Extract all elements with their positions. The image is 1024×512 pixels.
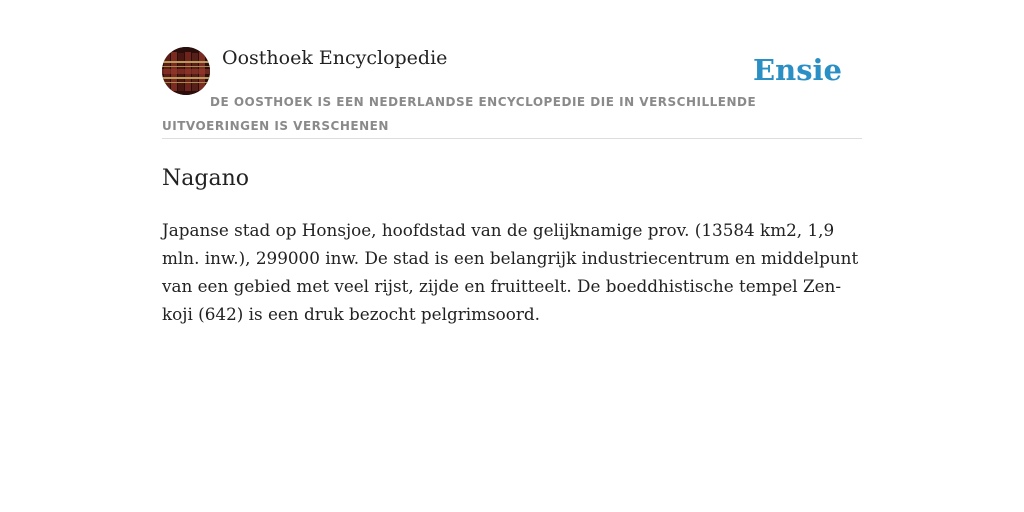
article-title: Nagano bbox=[162, 166, 249, 191]
page-container bbox=[162, 0, 862, 324]
site-tagline: DE OOSTHOEK IS EEN NEDERLANDSE ENCYCLOPEDIE DIE IN VERSCHILLENDE UITVOERINGEN IS VERSCHENEN bbox=[162, 95, 757, 133]
encyclopedia-books-icon bbox=[162, 47, 210, 95]
article-body: Japanse stad op Honsjoe, hoofdstad van de gelijknamige prov. (13584 km2, 1,9 mln. inw.), 299000 inw. De stad is een belangrijk industriecentrum en middelpunt van een gebied met veel rijst, zijde en fruitteelt. De boeddhistische tempel Zen-koji (642) is een druk bezocht pelgrimsoord. bbox=[162, 220, 859, 324]
ensie-brand-logo[interactable]: Ensie bbox=[753, 53, 842, 87]
avatar[interactable] bbox=[162, 47, 210, 95]
site-title-link[interactable]: Oosthoek Encyclopedie bbox=[222, 47, 448, 69]
header bbox=[162, 0, 862, 139]
